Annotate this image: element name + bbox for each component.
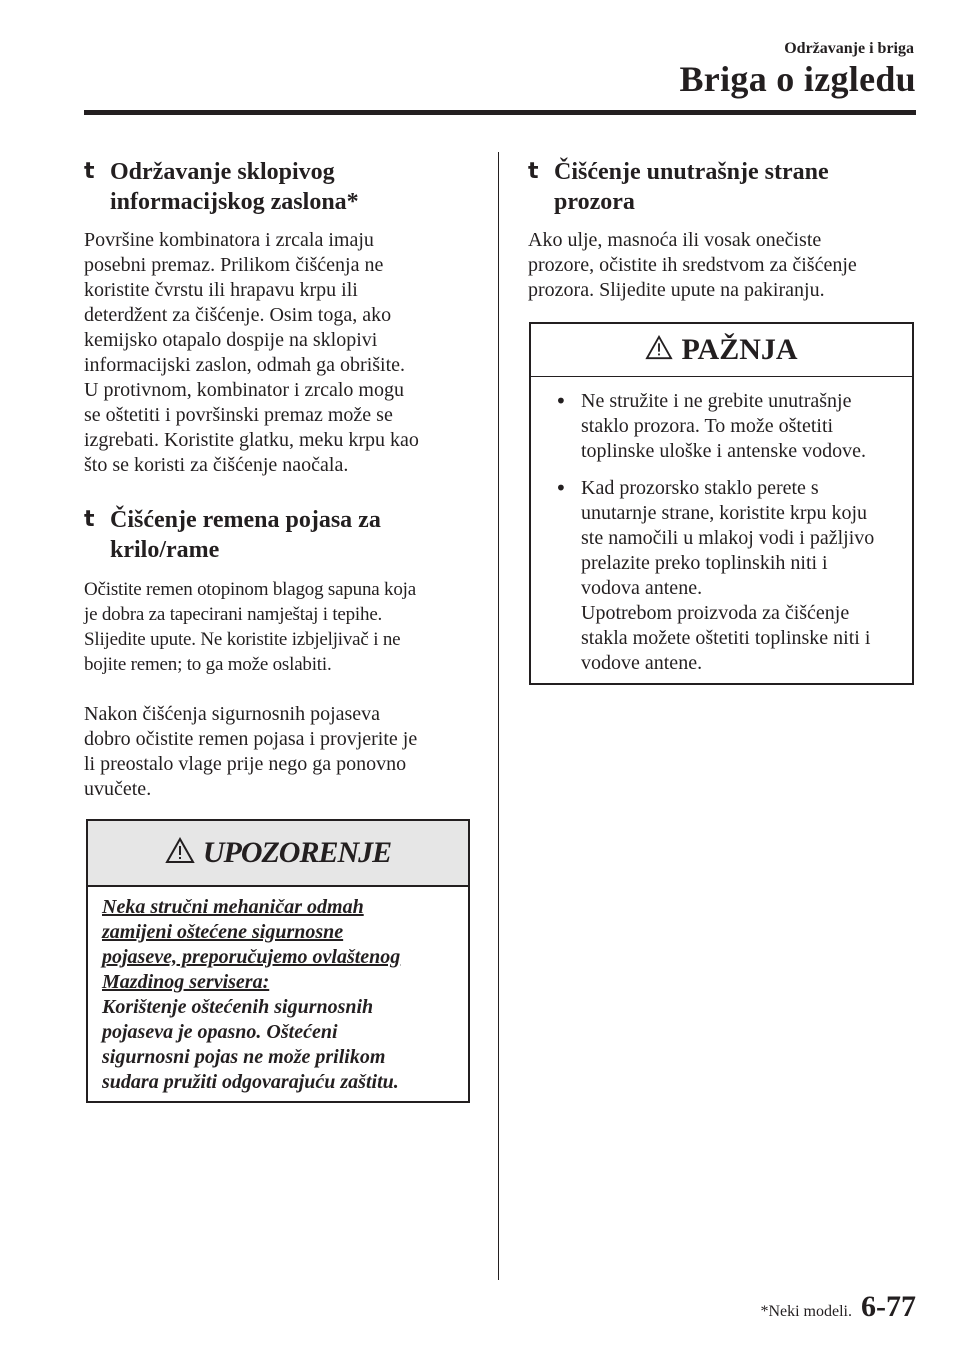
chapter-title: Održavanje i briga [784,40,914,57]
text-line: je dobra za tapecirani namještaj i tepihe. [84,604,383,625]
section-heading-belt [84,505,470,565]
warning-underlined-line: pojaseve, preporučujemo ovlaštenog [102,946,401,968]
text-line: posebni premaz. Prilikom čišćenja ne [84,254,384,276]
page-number: 6-77 [861,1290,916,1323]
text-line: ste namočili u mlakoj vodi i pažljivo [581,527,875,549]
warning-underlined-line: Neka stručni mehaničar odmah [102,896,364,918]
text-line: dobro očistite remen pojasa i provjerite je [84,728,418,750]
warning-underlined-line: Mazdinog servisera: [102,971,270,993]
text-line: prozora. Slijedite upute na pakiranju. [528,279,825,301]
warning-text [88,887,468,1095]
warning-box-header [88,821,468,887]
warning-box [86,819,470,1103]
section-bullet: t [84,159,95,184]
heading-line: Čišćenje remena pojasa za [110,507,381,533]
text-line: stakla možete oštetiti toplinske niti i [581,627,871,649]
right-column [528,157,918,303]
caution-text [531,377,912,698]
text-line: staklo prozora. To može oštetiti [581,415,834,437]
heading-line: Održavanje sklopivog [110,159,335,185]
text-line: bojite remen; to ga može oslabiti. [84,654,332,675]
warning-title: UPOZORENJE [202,836,392,869]
text-line: U protivnom, kombinator i zrcalo mogu [84,379,404,401]
section-text-display [84,228,470,478]
text-line: što se koristi za čišćenje naočala. [84,454,349,476]
section-text-belt-2 [84,702,470,802]
heading-line: krilo/rame [110,537,220,563]
text-line: prozore, očistite ih sredstvom za čišćenje [528,254,857,276]
warning-line: pojaseva je opasno. Oštećeni [102,1021,338,1043]
text-line: Očistite remen otopinom blagog sapuna koja [84,579,416,600]
text-line: Upotrebom proizvoda za čišćenje [581,602,850,624]
caution-title: PAŽNJA [681,333,798,366]
section-text-belt [84,577,470,677]
section-heading-window [528,157,918,217]
warning-triangle-icon [165,837,195,869]
text-line: toplinske uloške i antenske vodove. [581,440,866,462]
text-line: informacijski zaslon, odmah ga obrišite. [84,354,406,376]
caution-list-item [545,476,898,676]
footnote: *Neki modeli. [760,1303,852,1320]
warning-triangle-icon [645,335,673,365]
heading-line: Čišćenje unutrašnje strane [554,159,829,185]
text-line: vodova antene. [581,577,703,599]
heading-line: prozora [554,189,635,215]
text-line: Kad prozorsko staklo perete s [581,477,819,499]
warning-line: Korištenje oštećenih sigurnosnih [102,996,374,1018]
section-heading-display [84,157,470,217]
text-line: deterdžent za čišćenje. Osim toga, ako [84,304,392,326]
warning-line: sudara pružiti odgovarajuću zaštitu. [102,1071,399,1093]
page-title: Briga o izgledu [679,59,916,99]
text-line: se oštetiti i površinski premaz može se [84,404,393,426]
text-line: vodove antene. [581,652,703,674]
bullet-dot: • [555,476,567,500]
text-line: li preostalo vlage prije nego ga ponovno [84,753,407,775]
column-divider [498,152,499,1280]
heading-line: informacijskog zaslona* [110,189,359,215]
text-line: Ako ulje, masnoća ili vosak onečiste [528,229,822,251]
text-line: kemijsko otapalo dospije na sklopivi [84,329,378,351]
text-line: koristite čvrstu ili hrapavu krpu ili [84,279,358,301]
section-bullet: t [84,507,95,532]
caution-box-header [531,324,912,377]
section-text-window [528,228,918,303]
warning-underlined-line: zamijeni oštećene sigurnosne [102,921,344,943]
text-line: Ne stružite i ne grebite unutrašnje [581,390,852,412]
text-line: uvučete. [84,778,152,800]
caution-list-item [545,389,898,464]
text-line: Nakon čišćenja sigurnosnih pojaseva [84,703,381,725]
caution-box [529,322,914,685]
text-line: Površine kombinatora i zrcala imaju [84,229,374,251]
text-line: prelazite preko toplinskih niti i [581,552,828,574]
section-bullet: t [528,159,539,184]
text-line: izgrebati. Koristite glatku, meku krpu kao [84,429,419,451]
text-line: Slijedite upute. Ne koristite izbjeljivač i ne [84,629,401,650]
bullet-dot: • [555,389,567,413]
text-line: unutarnje strane, koristite krpu koju [581,502,868,524]
warning-line: sigurnosni pojas ne može prilikom [102,1046,386,1068]
header-rule [84,110,916,115]
left-column [84,157,470,802]
